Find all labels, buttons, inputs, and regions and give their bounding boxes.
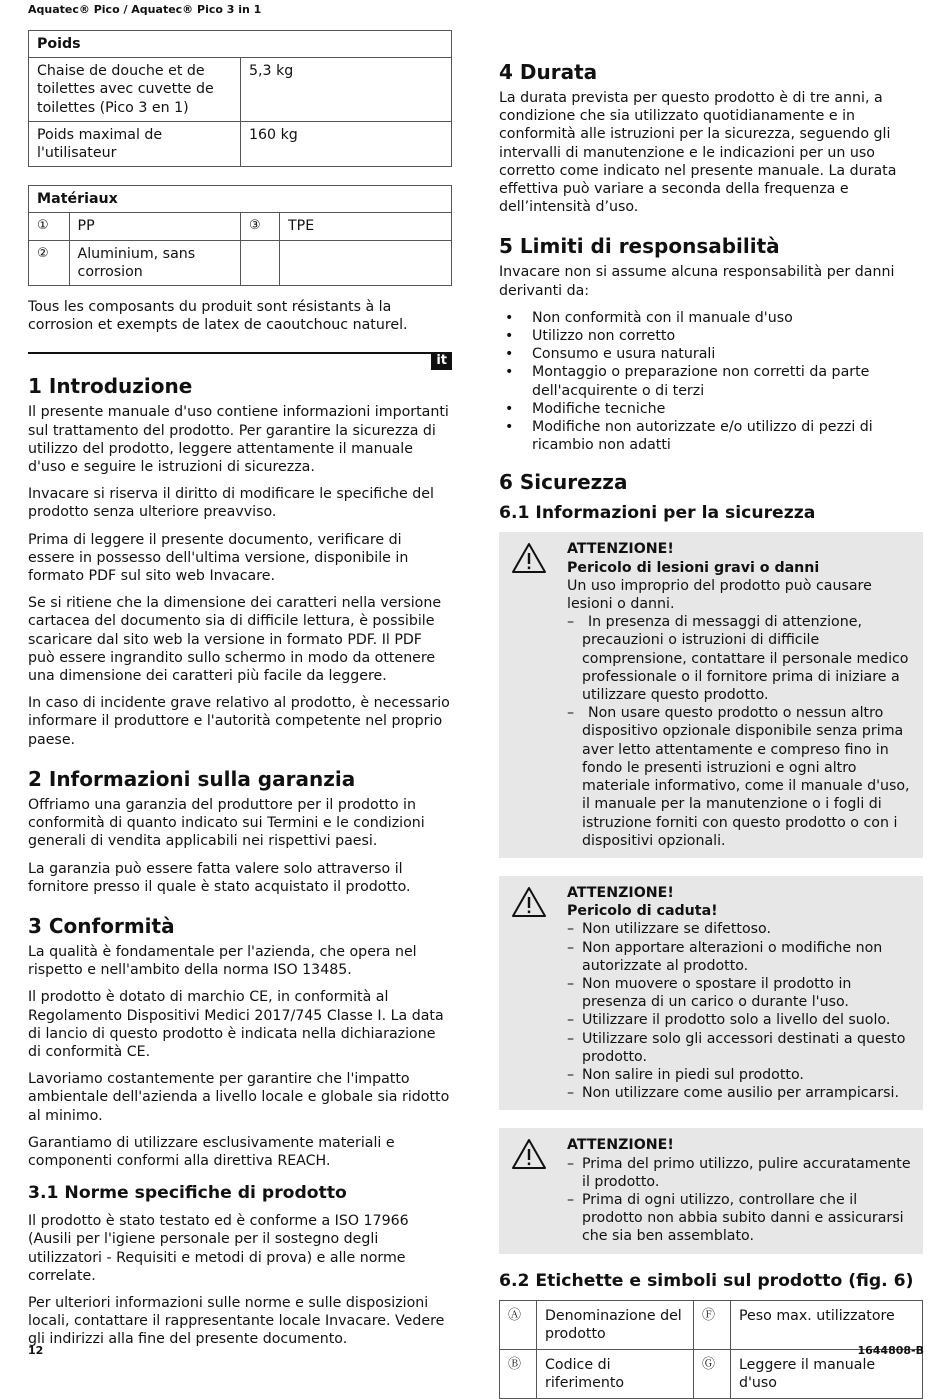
paragraph: Offriamo una garanzia del produttore per il prodotto in conformità di quanto indicato sui Termini e le condizioni generali di vendita applicabili nei rispettivi paesi.	[28, 796, 425, 850]
paragraph: In caso di incidente grave relativo al prodotto, è necessario informare il produttore e l'autorità competente nel proprio paese.	[28, 695, 450, 748]
paragraph: La garanzia può essere fatta valere solo attraverso il fornitore presso il quale è stato acquistato il prodotto.	[28, 860, 411, 895]
list-item: • Consumo e usura naturali	[499, 345, 923, 363]
list-item: – In presenza di messaggi di attenzione, precauzioni o istruzioni di difficile comprensione, contattare il personale medico professionale o il fornitore prima di iniziare a utilizzare questo prodotto.	[567, 613, 915, 704]
material-name: TPE	[280, 213, 452, 240]
table-row	[29, 213, 452, 240]
list-item: – Non apportare alterazioni o modifiche non autorizzate al prodotto.	[567, 939, 915, 975]
warning-triangle-icon	[511, 886, 547, 918]
list-item: • Modifiche non autorizzate e/o utilizzo di pezzi di ricambio non adatti	[499, 418, 923, 454]
label-value: Leggere il manuale d'uso	[731, 1349, 923, 1398]
material-name	[280, 240, 452, 285]
weight-value: 5,3 kg	[241, 58, 452, 122]
weight-value: 160 kg	[241, 121, 452, 166]
list-item: – Non utilizzare come ausilio per arrampicarsi.	[567, 1084, 915, 1102]
liability-list	[499, 309, 923, 455]
right-column	[499, 60, 923, 1399]
label-key: Ⓐ	[500, 1300, 537, 1349]
subsection-title: 3.1 Norme specifiche di prodotto	[28, 1183, 347, 1204]
weight-table-title: Poids	[29, 31, 452, 58]
section-title: 2 Informazioni sulla garanzia	[28, 766, 356, 791]
paragraph: Il presente manuale d'uso contiene informazioni importanti sul trattamento del prodotto. Per garantire la sicurezza di utilizzo del prodotto, leggere attentamente il manuale d'uso e seguire le istruzioni di sicurezza.	[28, 404, 449, 476]
section-title: 1 Introduzione	[28, 374, 193, 399]
language-tag: it	[431, 352, 452, 370]
weight-materials-table	[28, 30, 452, 286]
label-value: Peso max. utilizzatore	[731, 1300, 923, 1349]
list-item: • Montaggio o preparazione non corretti da parte dell'acquirente o di terzi	[499, 363, 923, 399]
warning-triangle-icon	[511, 1138, 547, 1170]
material-number: ①	[29, 213, 70, 240]
section-title: 6 Sicurezza	[499, 470, 628, 495]
warning-title: ATTENZIONE!	[567, 1137, 674, 1154]
list-item: • Non conformità con il manuale d'uso	[499, 309, 923, 327]
list-item: • Modifiche tecniche	[499, 400, 923, 418]
list-item: – Prima di ogni utilizzo, controllare che il prodotto non abbia subito danni e assicurarsi che sia ben assemblato.	[567, 1191, 915, 1246]
paragraph: Il prodotto è dotato di marchio CE, in conformità al Regolamento Dispositivi Medici 2017/745 Classe I. La data di lancio di questo prodotto è indicata nella dichiarazione di conformità CE.	[28, 989, 444, 1060]
table-row	[500, 1300, 923, 1349]
list-item: – Utilizzare solo gli accessori destinati a questo prodotto.	[567, 1030, 915, 1066]
table-row	[29, 58, 452, 122]
label-key: Ⓕ	[694, 1300, 731, 1349]
warning-list	[567, 1155, 915, 1246]
weight-label: Chaise de douche et de toilettes avec cuvette de toilettes (Pico 3 en 1)	[29, 58, 241, 122]
material-name: PP	[69, 213, 240, 240]
list-item: – Non muovere o spostare il prodotto in presenza di un carico o durante l'uso.	[567, 975, 915, 1011]
warning-list	[567, 920, 915, 1102]
paragraph: La durata prevista per questo prodotto è di tre anni, a condizione che sia utilizzato quotidianamente e in conformità alle istruzioni per la sicurezza, seguendo gli intervalli di manutenzione e le indicazioni per un uso corretto come indicato nel presente manuale. La durata effettiva può variare a seconda della frequenza e dell’intensità d’uso.	[499, 90, 897, 216]
list-item: – Non utilizzare se difettoso.	[567, 920, 915, 938]
label-key: Ⓑ	[500, 1349, 537, 1398]
paragraph: Prima di leggere il presente documento, verificare di essere in possesso dell'ultima versione, disponibile in formato PDF sul sito web Invacare.	[28, 531, 409, 585]
page-header: Aquatec® Pico / Aquatec® Pico 3 in 1	[28, 3, 262, 16]
table-row	[29, 121, 452, 166]
language-divider	[28, 352, 452, 374]
paragraph: Invacare non si assume alcuna responsabilità per danni derivanti da:	[499, 264, 895, 299]
warning-subtitle: Pericolo di lesioni gravi o danni	[567, 559, 820, 576]
page-number: 12	[28, 1344, 44, 1357]
left-column	[28, 30, 452, 1358]
subsection-title: 6.1 Informazioni per la sicurezza	[499, 503, 816, 524]
section-title: 4 Durata	[499, 60, 598, 84]
paragraph: La qualità è fondamentale per l'azienda, che opera nel rispetto e nell'ambito della norma ISO 13485.	[28, 943, 417, 979]
paragraph: Per ulteriori informazioni sulle norme e sulle disposizioni locali, contattare il rappresentante locale Invacare. Vedere gli indirizzi alla fine del presente documento.	[28, 1294, 445, 1348]
warning-text: Un uso improprio del prodotto può causare lesioni o danni.	[567, 577, 872, 613]
list-item: • Utilizzo non corretto	[499, 327, 923, 345]
weight-label: Poids maximal de l'utilisateur	[29, 121, 241, 166]
label-value: Denominazione del prodotto	[537, 1300, 694, 1349]
list-item: – Non salire in piedi sul prodotto.	[567, 1066, 915, 1084]
material-name: Aluminium, sans corrosion	[69, 240, 240, 285]
material-number: ③	[241, 213, 280, 240]
paragraph: Lavoriamo costantemente per garantire che l'impatto ambientale dell'azienda a livello locale e globale sia ridotto al minimo.	[28, 1071, 450, 1124]
list-item: – Non usare questo prodotto o nessun altro dispositivo opzionale disponibile senza prima aver letto attentamente e compreso fino in fondo le presenti istruzioni e ogni altro materiale informativo, come il manuale d'uso, il manuale per la manutenzione o i fogli di istruzione forniti con questo prodotto o con i dispositivi opzionali.	[567, 704, 915, 850]
label-key: Ⓖ	[694, 1349, 731, 1398]
warning-box	[499, 532, 923, 857]
paragraph: Garantiamo di utilizzare esclusivamente materiali e componenti conformi alla direttiva REACH.	[28, 1134, 395, 1169]
list-item: – Utilizzare il prodotto solo a livello del suolo.	[567, 1011, 915, 1029]
paragraph: Invacare si riserva il diritto di modificare le specifiche del prodotto senza ulteriore preavviso.	[28, 486, 434, 521]
section-title: 3 Conformità	[28, 913, 175, 938]
label-value: Codice di riferimento	[537, 1349, 694, 1398]
warning-triangle-icon	[511, 542, 547, 574]
warning-title: ATTENZIONE!	[567, 884, 674, 901]
materials-note: Tous les composants du produit sont résistants à la corrosion et exempts de latex de caoutchouc naturel.	[28, 299, 408, 334]
warning-title: ATTENZIONE!	[567, 541, 674, 558]
paragraph: Il prodotto è stato testato ed è conforme a ISO 17966 (Ausili per l'igiene personale per il sostegno degli utilizzatori - Requisiti e metodi di prova) e alle norme correlate.	[28, 1213, 409, 1284]
warning-box	[499, 1128, 923, 1253]
warning-box	[499, 876, 923, 1110]
section-title: 5 Limiti di responsabilità	[499, 234, 780, 259]
list-item: – Prima del primo utilizzo, pulire accuratamente il prodotto.	[567, 1155, 915, 1191]
material-number	[241, 240, 280, 285]
material-number: ②	[29, 240, 70, 285]
table-row	[29, 240, 452, 285]
warning-list	[567, 613, 915, 850]
document-code: 1644808-B	[857, 1344, 924, 1357]
warning-subtitle: Pericolo di caduta!	[567, 903, 718, 920]
subsection-title: 6.2 Etichette e simboli sul prodotto (fig. 6)	[499, 1270, 914, 1291]
paragraph: Se si ritiene che la dimensione dei caratteri nella versione cartacea del documento sia di difficile lettura, è possibile scaricare dal sito web la versione in formato PDF. Il PDF può essere ingrandito sullo schermo in modo da ottenere una dimensione dei caratteri più facile da leggere.	[28, 595, 442, 685]
materials-table-title: Matériaux	[29, 186, 452, 213]
